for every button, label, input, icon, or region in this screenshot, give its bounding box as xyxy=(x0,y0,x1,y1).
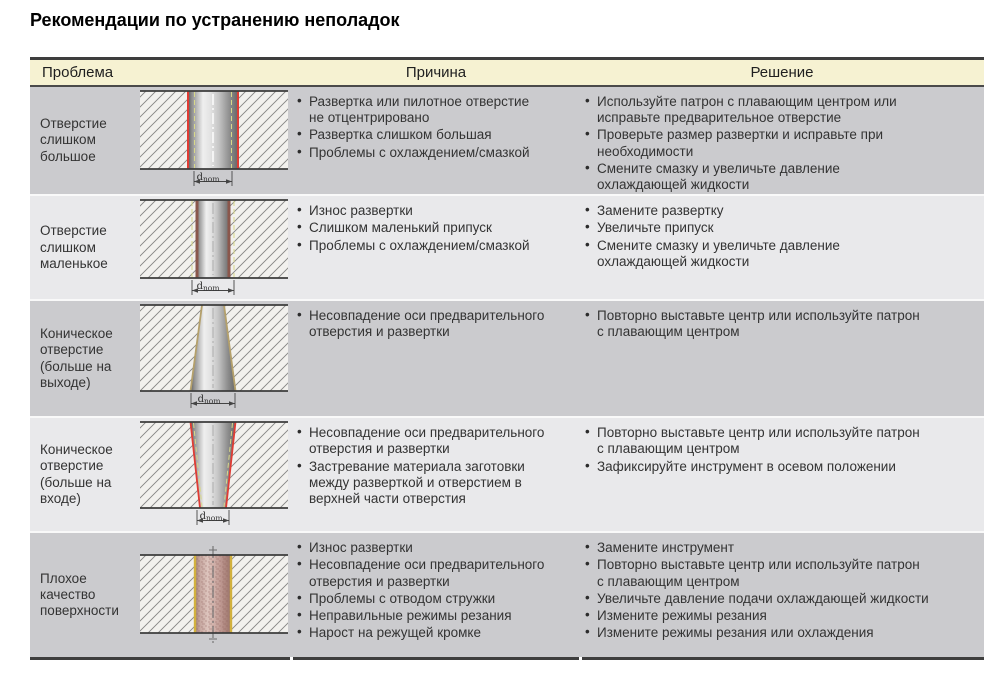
problem-label: Отверстие слишком большое xyxy=(40,116,107,164)
list-item: • Измените режимы резания xyxy=(584,608,929,624)
border-segment xyxy=(293,657,579,660)
list-item: • Неправильные режимы резания xyxy=(296,608,545,624)
page-title: Рекомендации по устранению неполадок xyxy=(30,10,400,30)
problem-cell xyxy=(30,196,292,299)
solutions-cell xyxy=(580,533,984,657)
list-item: • Замените развертку xyxy=(584,203,929,219)
causes-list xyxy=(292,196,580,254)
solutions-list xyxy=(580,301,984,340)
causes-list xyxy=(292,533,580,641)
list-item: • Проблемы с отводом стружки xyxy=(296,591,545,607)
causes-list xyxy=(292,301,580,340)
list-item: • Проблемы с охлаждением/смазкой xyxy=(296,145,545,161)
causes-cell xyxy=(292,87,580,194)
list-item: • Развертка или пилотное отверстие не отцентрировано xyxy=(296,94,545,126)
list-item: • Несовпадение оси предварительного отверстия и развертки xyxy=(296,308,545,340)
problem-cell xyxy=(30,418,292,531)
border-segment xyxy=(30,657,290,660)
troubleshooting-table xyxy=(30,57,984,660)
poor-surface-hole-diagram-icon xyxy=(138,543,290,647)
list-item: • Повторно выставьте центр или используйте патрон с плавающим центром xyxy=(584,308,929,340)
problem-label: Отверстие слишком маленькое xyxy=(40,223,108,271)
border-segment xyxy=(582,657,984,660)
header-solution: Решение xyxy=(750,64,814,81)
table-row xyxy=(30,299,984,416)
table-bottom-border xyxy=(30,657,984,660)
causes-cell xyxy=(292,196,580,299)
problem-cell xyxy=(30,533,292,657)
problem-label: Коническое отверстие (больше на входе) xyxy=(40,442,113,506)
causes-cell xyxy=(292,301,580,416)
list-item: • Смените смазку и увеличьте давление охлаждающей жидкости xyxy=(584,161,929,193)
list-item: • Несовпадение оси предварительного отверстия и развертки xyxy=(296,557,545,589)
solutions-list xyxy=(580,533,984,641)
table-row xyxy=(30,531,984,657)
problem-cell xyxy=(30,87,292,194)
causes-list xyxy=(292,418,580,507)
list-item: • Нарост на режущей кромке xyxy=(296,625,545,641)
list-item: • Развертка слишком большая xyxy=(296,127,545,143)
solutions-cell xyxy=(580,301,984,416)
table-row xyxy=(30,194,984,299)
hole-undersize-diagram-icon xyxy=(138,198,290,298)
list-item: • Слишком маленький припуск xyxy=(296,220,545,236)
solutions-list xyxy=(580,196,984,270)
list-item: • Измените режимы резания или охлаждения xyxy=(584,625,929,641)
list-item: • Используйте патрон с плавающим центром или исправьте предварительное отверстие xyxy=(584,94,929,126)
solutions-list xyxy=(580,87,984,193)
svg-text:dnom: dnom xyxy=(196,172,220,184)
causes-cell xyxy=(292,533,580,657)
causes-list xyxy=(292,87,580,161)
list-item: • Увеличьте припуск xyxy=(584,220,929,236)
table-row xyxy=(30,87,984,194)
header-problem: Проблема xyxy=(42,64,114,81)
header-cause: Причина xyxy=(405,64,467,81)
solutions-list xyxy=(580,418,984,475)
solutions-cell xyxy=(580,418,984,531)
list-item: • Зафиксируйте инструмент в осевом положении xyxy=(584,459,929,475)
table-header-row xyxy=(30,57,984,87)
hole-oversize-diagram-icon xyxy=(138,89,290,189)
problem-label: Коническое отверстие (больше на выходе) xyxy=(40,326,113,390)
list-item: • Увеличьте давление подачи охлаждающей жидкости xyxy=(584,591,929,607)
svg-text:dnom: dnom xyxy=(196,281,220,293)
list-item: • Проблемы с охлаждением/смазкой xyxy=(296,238,545,254)
list-item: • Несовпадение оси предварительного отверстия и развертки xyxy=(296,425,545,457)
list-item: • Смените смазку и увеличьте давление охлаждающей жидкости xyxy=(584,238,929,270)
svg-text:dnom: dnom xyxy=(197,394,221,406)
list-item: • Повторно выставьте центр или используйте патрон с плавающим центром xyxy=(584,425,929,457)
tapered-hole-exit-diagram-icon xyxy=(138,303,290,411)
list-item: • Износ развертки xyxy=(296,540,545,556)
table-row xyxy=(30,416,984,531)
causes-cell xyxy=(292,418,580,531)
list-item: • Повторно выставьте центр или используйте патрон с плавающим центром xyxy=(584,557,929,589)
list-item: • Проверьте размер развертки и исправьте при необходимости xyxy=(584,127,929,159)
solutions-cell xyxy=(580,196,984,299)
svg-text:dnom: dnom xyxy=(199,511,223,523)
solutions-cell xyxy=(580,87,984,194)
list-item: • Замените инструмент xyxy=(584,540,929,556)
problem-cell xyxy=(30,301,292,416)
problem-label: Плохое качество поверхности xyxy=(40,570,119,619)
list-item: • Застревание материала заготовки между разверткой и отверстием в верхней части отверстия xyxy=(296,459,545,508)
list-item: • Износ развертки xyxy=(296,203,545,219)
tapered-hole-entry-diagram-icon xyxy=(138,420,290,528)
